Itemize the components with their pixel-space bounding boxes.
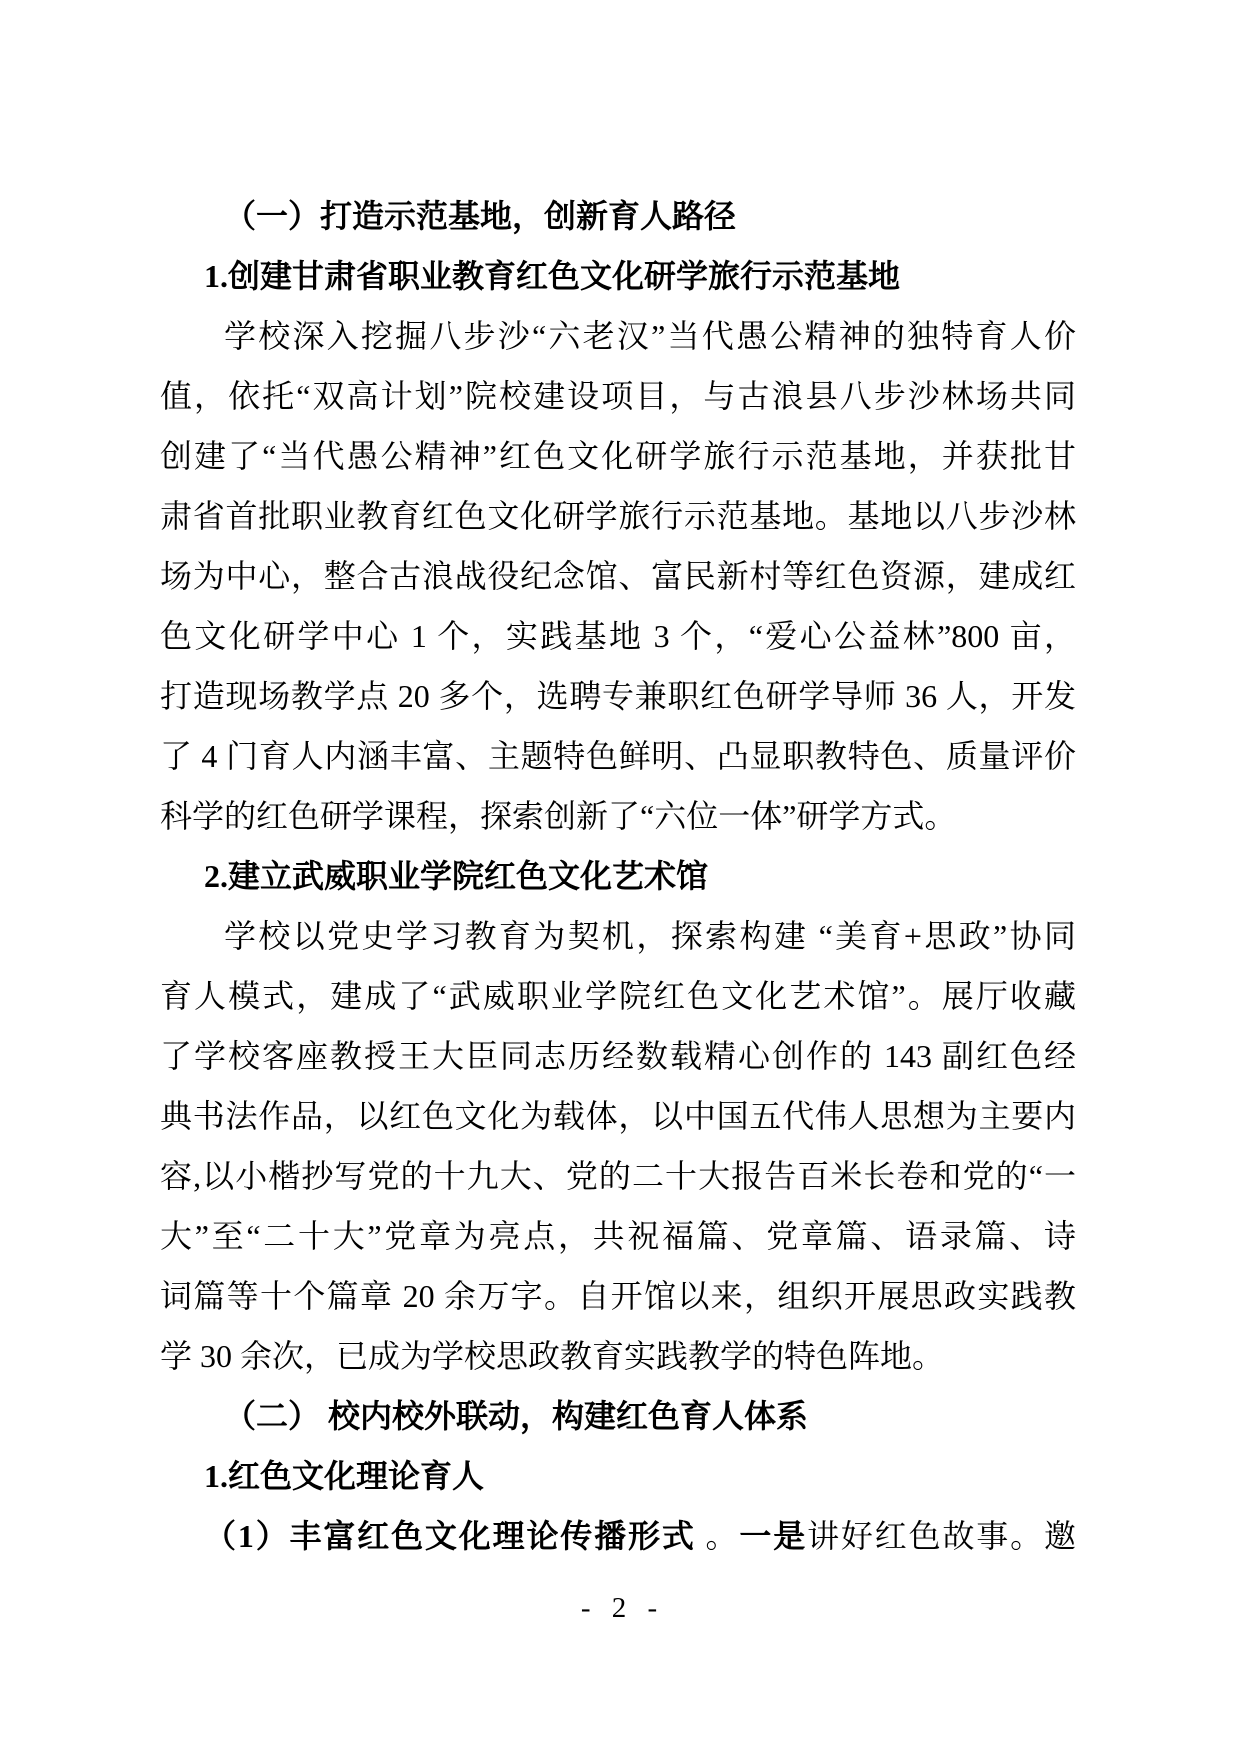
paragraph-line: 典书法作品，以红色文化为载体，以中国五代伟人思想为主要内 bbox=[160, 1098, 1076, 1134]
paragraph-line: 了 4 门育人内涵丰富、主题特色鲜明、凸显职教特色、质量评价 bbox=[160, 738, 1076, 774]
paragraph-line: 学 30 余次，已成为学校思政教育实践教学的特色阵地。 bbox=[160, 1338, 945, 1374]
paragraph-line: 肃省首批职业教育红色文化研学旅行示范基地。基地以八步沙林 bbox=[160, 498, 1076, 534]
paragraph-line: 了学校客座教授王大臣同志历经数载精心创作的 143 副红色经 bbox=[160, 1038, 1076, 1074]
paragraph-line: 科学的红色研学课程，探索创新了“六位一体”研学方式。 bbox=[160, 798, 957, 834]
paragraph-line: 值，依托“双高计划”院校建设项目，与古浪县八步沙林场共同 bbox=[160, 378, 1076, 414]
text-run: 讲好红色故事。邀 bbox=[807, 1518, 1076, 1554]
heading-section-1: （一）打造示范基地，创新育人路径 bbox=[224, 198, 737, 234]
paragraph-line: 打造现场教学点 20 多个，选聘专兼职红色研学导师 36 人，开发 bbox=[160, 678, 1076, 714]
paragraph-line: 容,以小楷抄写党的十九大、党的二十大报告百米长卷和党的“一 bbox=[160, 1158, 1076, 1194]
paragraph-line: 场为中心，整合古浪战役纪念馆、富民新村等红色资源，建成红 bbox=[160, 558, 1076, 594]
paragraph-line: 词篇等十个篇章 20 余万字。自开馆以来，组织开展思政实践教 bbox=[160, 1278, 1076, 1314]
paragraph-line: 育人模式，建成了“武威职业学院红色文化艺术馆”。展厅收藏 bbox=[160, 978, 1076, 1014]
document-body bbox=[160, 186, 1076, 1566]
text-run: 。 bbox=[695, 1518, 740, 1554]
paragraph-line: 创建了“当代愚公精神”红色文化研学旅行示范基地，并获批甘 bbox=[160, 438, 1076, 474]
paragraph-line: 学校以党史学习教育为契机，探索构建 “美育+思政”协同 bbox=[224, 918, 1076, 954]
paragraph-line: 大”至“二十大”党章为亮点，共祝福篇、党章篇、语录篇、诗 bbox=[160, 1218, 1076, 1254]
paragraph-line bbox=[160, 1506, 1076, 1566]
page-number: - 2 - bbox=[580, 1592, 660, 1624]
paragraph-line: 色文化研学中心 1 个，实践基地 3 个，“爱心公益林”800 亩， bbox=[160, 618, 1076, 654]
bold-run: （1）丰富红色文化理论传播形式 bbox=[204, 1518, 696, 1554]
heading-section-2: （二） 校内校外联动，构建红色育人体系 bbox=[224, 1398, 809, 1434]
bold-run: 一是 bbox=[739, 1518, 808, 1554]
heading-sub-2-1: 1.红色文化理论育人 bbox=[204, 1458, 485, 1494]
heading-sub-1-1: 1.创建甘肃省职业教育红色文化研学旅行示范基地 bbox=[204, 258, 901, 294]
paragraph-line: 学校深入挖掘八步沙“六老汉”当代愚公精神的独特育人价 bbox=[224, 318, 1076, 354]
heading-sub-1-2: 2.建立武威职业学院红色文化艺术馆 bbox=[204, 858, 709, 894]
